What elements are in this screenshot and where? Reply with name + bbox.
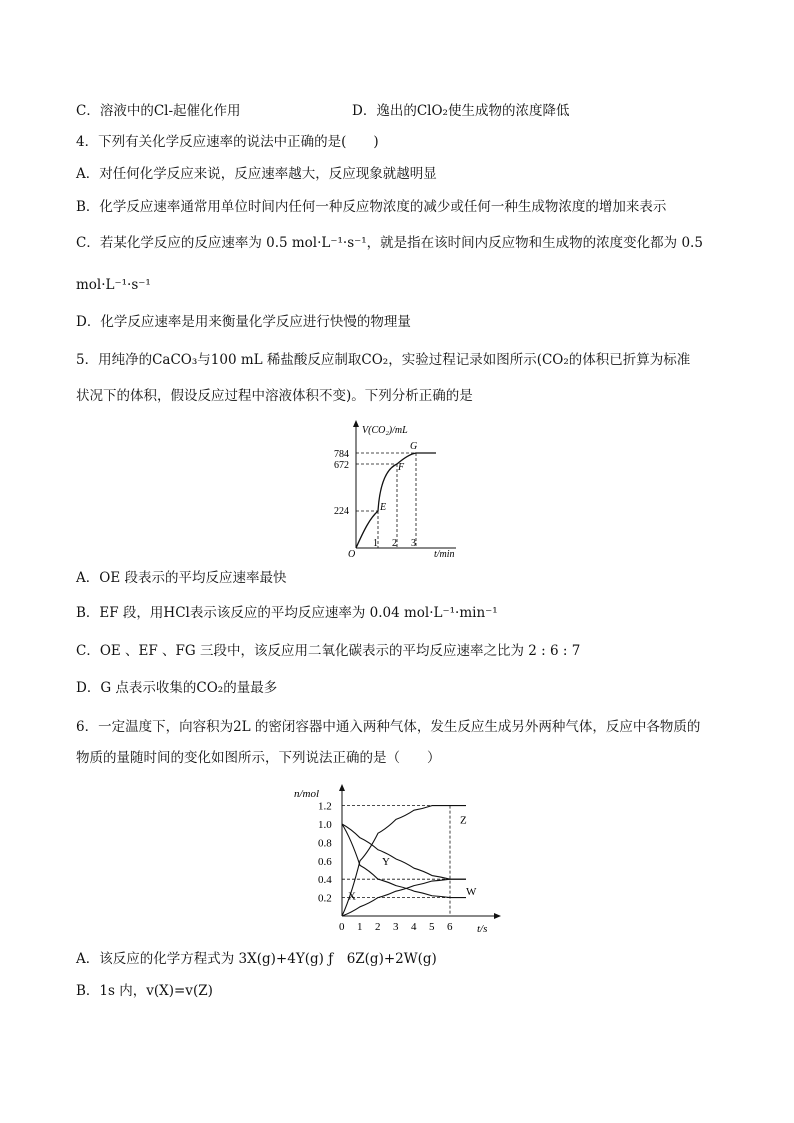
q5-x-axis-label: t/min — [434, 549, 455, 558]
q5-x-tick-2: 2 — [392, 538, 397, 549]
q5-y-tick-224: 224 — [334, 506, 349, 517]
q4-option-b: B．化学反应速率通常用单位时间内任何一种反应物浓度的减少或任何一种生成物浓度的增加来表示 — [76, 199, 667, 215]
q4-option-a: A．对任何化学反应来说，反应速率越大，反应现象就越明显 — [76, 166, 437, 182]
q4-option-c-line2: mol·L⁻¹·s⁻¹ — [76, 277, 151, 293]
q5-point-g-label: G — [410, 441, 418, 452]
q6-x-tick-label: 5 — [429, 921, 435, 933]
q5-x-tick-1: 1 — [373, 538, 378, 549]
q5-origin-label: O — [348, 549, 356, 558]
q5-volume-curve — [356, 453, 436, 548]
q6-series-z — [342, 806, 466, 916]
q6-series-label-w: W — [466, 886, 477, 899]
q6-series-label-y: Y — [382, 855, 390, 868]
q6-x-axis-label: t/s — [477, 923, 488, 935]
q4-option-c-line1: C．若某化学反应的反应速率为 0.5 mol·L⁻¹·s⁻¹，就是指在该时间内反应物和生成物的浓度变化都为 0.5 — [76, 235, 703, 251]
q5-x-tick-3: 3 — [411, 538, 416, 549]
q6-stem-line2: 物质的量随时间的变化如图所示，下列说法正确的是（ ） — [76, 750, 441, 766]
q5-option-d: D．G 点表示收集的CO₂的量最多 — [76, 680, 278, 696]
q5-dashed-guides — [356, 453, 416, 548]
q6-amount-chart — [292, 782, 507, 937]
q5-option-b: B．EF 段，用HCl表示该反应的平均反应速率为 0.04 mol·L⁻¹·min⁻¹ — [76, 605, 498, 621]
q5-point-f-label: F — [398, 462, 405, 473]
q5-stem-line2: 状况下的体积，假设反应过程中溶液体积不变)。下列分析正确的是 — [76, 388, 473, 404]
q5-y-tick-672: 672 — [334, 460, 349, 471]
q3-option-d: D．逸出的ClO₂使生成物的浓度降低 — [352, 103, 570, 119]
q6-x-tick-label: 1 — [357, 921, 363, 933]
q6-option-a: A．该反应的化学方程式为 3X(g)+4Y(g) ƒ 6Z(g)+2W(g) — [76, 951, 437, 967]
q6-stem-line1: 6．一定温度下，向容积为2L 的密闭容器中通入两种气体，发生反应生成另外两种气体，反应中各物质的 — [76, 719, 701, 735]
q6-series-y — [342, 824, 466, 879]
q6-y-tick-label: 0.8 — [318, 837, 332, 850]
q6-series-label-x: X — [348, 890, 356, 903]
q6-y-axis-arrow — [339, 784, 345, 791]
q5-y-axis-arrow — [353, 420, 359, 427]
q6-x-tick-label: 2 — [375, 921, 381, 933]
q6-y-axis-label: n/mol — [294, 788, 320, 800]
q4-stem: 4．下列有关化学反应速率的说法中正确的是( ) — [76, 134, 379, 150]
q6-option-b: B．1s 内，v(X)=v(Z) — [76, 983, 213, 999]
q6-series-label-z: Z — [460, 814, 467, 827]
q5-y-axis-label: V(CO₂)/mL — [362, 425, 408, 436]
q6-y-tick-label: 0.6 — [318, 855, 332, 868]
q5-option-a: A．OE 段表示的平均反应速率最快 — [76, 570, 287, 586]
q6-x-tick-label: 4 — [411, 921, 417, 933]
q5-y-tick-784: 784 — [334, 449, 349, 460]
q5-stem-line1: 5．用纯净的CaCO₃与100 mL 稀盐酸反应制取CO₂，实验过程记录如图所示(CO₂的体积已折算为标准 — [76, 352, 691, 368]
q5-point-e-label: E — [380, 502, 387, 513]
q4-option-d: D．化学反应速率是用来衡量化学反应进行快慢的物理量 — [76, 314, 411, 330]
q5-co2-volume-chart — [330, 418, 470, 558]
q3-option-c: C．溶液中的Cl-起催化作用 — [76, 103, 241, 119]
q6-x-tick-label: 0 — [339, 921, 345, 933]
q6-y-tick-label: 1.2 — [318, 800, 332, 813]
q6-x-tick-label: 3 — [393, 921, 399, 933]
q6-x-axis-arrow — [494, 913, 501, 919]
q6-x-tick-label: 6 — [447, 921, 453, 933]
q5-option-c: C．OE 、EF 、FG 三段中，该反应用二氧化碳表示的平均反应速率之比为 2 : 6 : 7 — [76, 643, 581, 659]
q6-y-tick-label: 0.4 — [318, 874, 332, 887]
q6-y-tick-label: 1.0 — [318, 819, 332, 831]
q6-y-tick-label: 0.2 — [318, 892, 332, 905]
